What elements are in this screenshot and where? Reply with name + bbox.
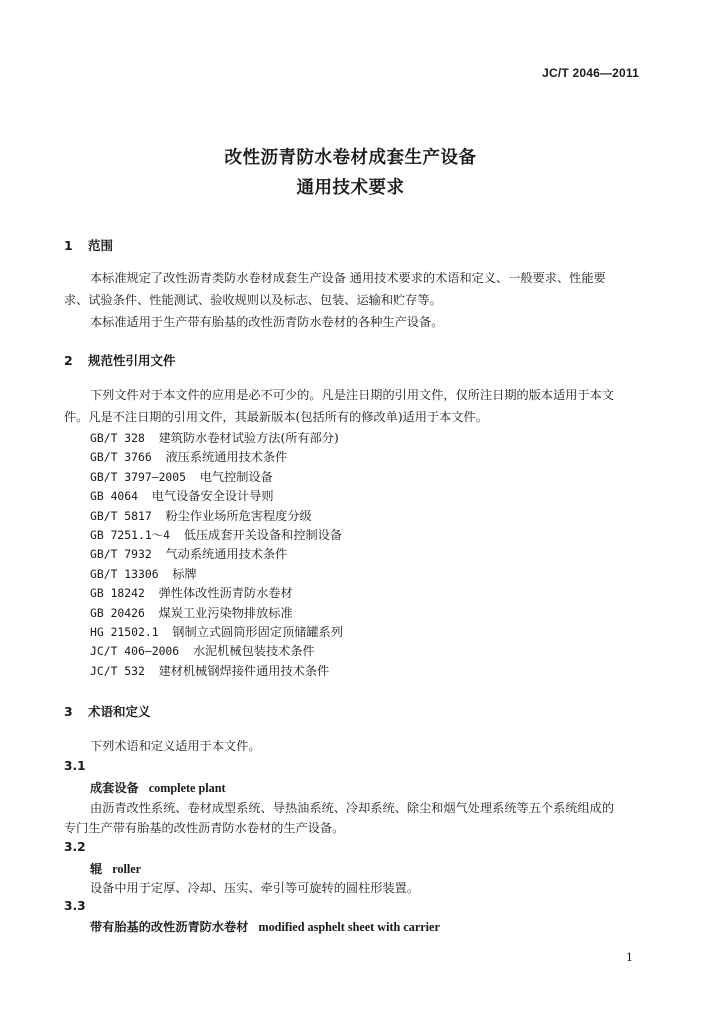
section-title: 范围 (88, 238, 114, 253)
reference-code: GB 20426 (90, 605, 145, 620)
reference-title: 标牌 (172, 566, 197, 581)
reference-title: 水泥机械包装技术条件 (192, 644, 315, 659)
reference-item (90, 643, 315, 659)
term-heading (90, 860, 141, 877)
term-en: roller (112, 862, 142, 876)
section-2-heading (64, 351, 176, 369)
section-title: 规范性引用文件 (88, 353, 176, 368)
term-number: 3.2 (64, 840, 86, 854)
reference-title: 低压成套开关设备和控制设备 (183, 528, 343, 542)
section-title: 术语和定义 (88, 704, 151, 719)
section-3-heading (64, 702, 151, 720)
term-number: 3.1 (64, 759, 86, 773)
document-code: JC/T 2046—2011 (542, 66, 639, 80)
document-title: 改性沥青防水卷材成套生产设备 (224, 148, 477, 168)
reference-item (90, 508, 312, 524)
reference-title: 电气控制设备 (199, 469, 273, 484)
paragraph-line: 下列文件对于本文件的应用是必不可少的。凡是注日期的引用文件，仅所注日期的版本适用于本文 (90, 388, 615, 402)
reference-item (90, 449, 287, 465)
reference-code: GB 7251.1～4 (90, 528, 170, 542)
reference-code: GB/T 3797—2005 (90, 469, 187, 484)
reference-title: 电气设备安全设计导则 (151, 489, 274, 504)
reference-code: GB 4064 (90, 489, 139, 504)
paragraph-line: 本标准规定了改性沥青类防水卷材成套生产设备 通用技术要求的术语和定义、一般要求、性能要 (90, 271, 606, 285)
reference-title: 建筑防水卷材试验方法(所有部分) (158, 431, 339, 445)
reference-title: 煤炭工业污染物排放标准 (158, 605, 293, 620)
term-zh: 成套设备 (90, 781, 139, 795)
reference-item (90, 624, 343, 640)
reference-title: 粉尘作业场所危害程度分级 (165, 508, 312, 523)
term-number: 3.3 (64, 899, 86, 913)
reference-code: GB/T 7932 (90, 547, 152, 562)
section-number: 2 (64, 353, 73, 368)
term-zh: 带有胎基的改性沥青防水卷材 (90, 920, 249, 934)
reference-code: GB/T 3766 (90, 450, 152, 465)
section-number: 1 (64, 238, 73, 253)
term-heading (90, 918, 440, 935)
reference-item (90, 527, 342, 543)
reference-title: 钢制立式圆筒形固定顶储罐系列 (172, 625, 343, 639)
reference-item (90, 663, 329, 679)
definition-line: 专门生产带有胎基的改性沥青防水卷材的生产设备。 (64, 821, 345, 835)
reference-item (90, 546, 287, 562)
reference-code: GB 18242 (90, 586, 145, 601)
paragraph-line: 求、试验条件、性能测试、验收规则以及标志、包装、运输和贮存等。 (64, 293, 442, 307)
reference-item (90, 430, 339, 446)
reference-code: GB/T 328 (90, 431, 145, 445)
reference-item (90, 585, 293, 601)
reference-code: HG 21502.1 (90, 625, 159, 639)
section-1-heading (64, 236, 113, 254)
reference-title: 建材机械钢焊接件通用技术条件 (158, 663, 330, 678)
reference-code: JC/T 406—2006 (90, 644, 180, 659)
paragraph-line: 下列术语和定义适用于本文件。 (90, 739, 261, 753)
reference-item (90, 469, 273, 485)
reference-item (90, 566, 197, 582)
page-number: 1 (626, 951, 633, 964)
reference-code: GB/T 13306 (90, 566, 159, 581)
term-zh: 辊 (90, 862, 103, 876)
term-en: complete plant (148, 781, 226, 795)
reference-code: GB/T 5817 (90, 508, 152, 523)
term-heading (90, 779, 226, 796)
reference-item (90, 488, 274, 504)
section-number: 3 (64, 704, 73, 719)
reference-title: 弹性体改性沥青防水卷材 (158, 586, 293, 601)
paragraph-line: 件。凡是不注日期的引用文件，其最新版本(包括所有的修改单)适用于本文件。 (64, 410, 488, 424)
reference-title: 液压系统通用技术条件 (165, 450, 288, 465)
document-subtitle: 通用技术要求 (296, 178, 405, 198)
reference-title: 气动系统通用技术条件 (165, 547, 288, 562)
definition-line: 由沥青改性系统、卷材成型系统、导热油系统、冷却系统、除尘和烟气处理系统等五个系统组成的 (90, 801, 615, 815)
reference-item (90, 605, 293, 621)
term-en: modified asphelt sheet with carrier (258, 920, 440, 934)
definition-line: 设备中用于定厚、冷却、压实、牵引等可旋转的圆柱形装置。 (90, 881, 420, 895)
reference-code: JC/T 532 (90, 663, 145, 678)
paragraph-line: 本标准适用于生产带有胎基的改性沥青防水卷材的各种生产设备。 (90, 315, 444, 329)
